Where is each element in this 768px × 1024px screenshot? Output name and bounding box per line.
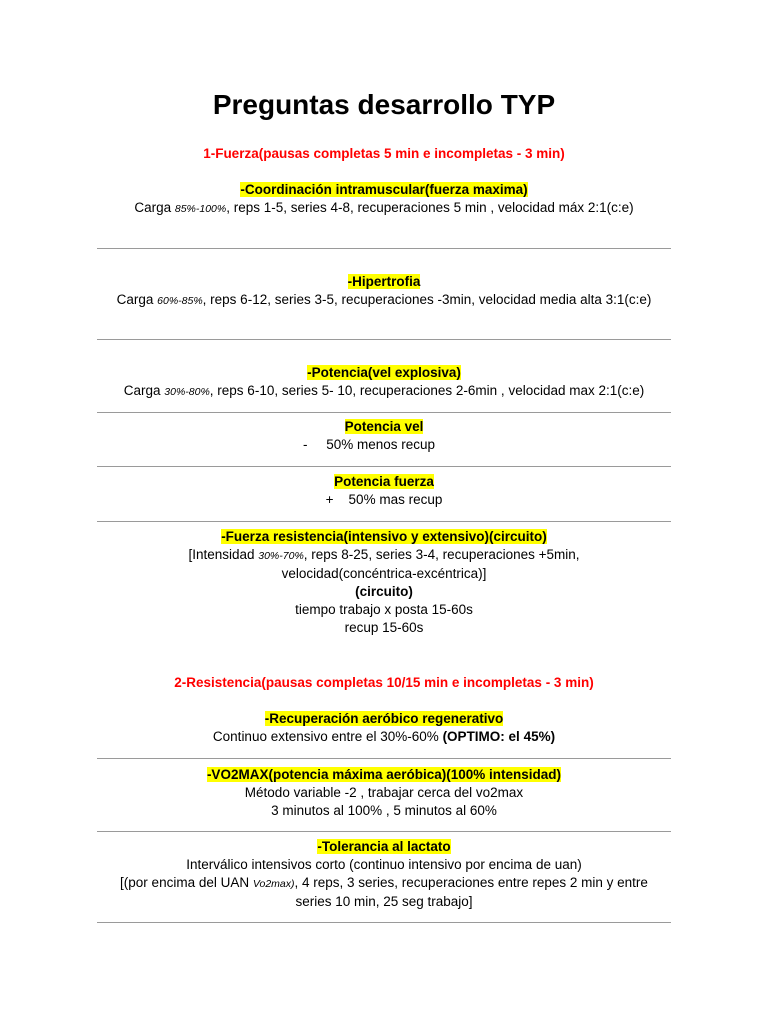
block-recuperacion <box>0 710 768 746</box>
vo2max-line1: Método variable -2 , trabajar cerca del vo2max <box>244 785 524 800</box>
block-tolerancia <box>0 838 768 911</box>
fuerza-resistencia-desc: [Intensidad 30%-70%, reps 8-25, series 3-4, recuperaciones +5min, <box>188 547 580 562</box>
recuperacion-title: -Recuperación aeróbico regenerativo <box>264 711 504 726</box>
tolerancia-line2: [(por encima del UAN Vo2max), 4 reps, 3 series, recuperaciones entre repes 2 min y entre <box>120 875 648 890</box>
potencia-vel-desc: - 50% menos recup <box>302 437 436 452</box>
potencia-fuerza-title: Potencia fuerza <box>334 474 434 489</box>
recuperacion-desc: Continuo extensivo entre el 30%-60% (OPTIMO: el 45%) <box>212 729 556 744</box>
block-hipertrofia <box>0 273 768 310</box>
coordinacion-title: -Coordinación intramuscular(fuerza maxima) <box>240 182 528 197</box>
fuerza-resistencia-title: -Fuerza resistencia(intensivo y extensivo)(circuito) <box>221 529 547 544</box>
vo2max-line2: 3 minutos al 100% , 5 minutos al 60% <box>271 803 497 818</box>
circuito-label: (circuito) <box>355 584 413 599</box>
vo2max-title: -VO2MAX(potencia máxima aeróbica)(100% intensidad) <box>206 767 562 782</box>
fuerza-resistencia-line3: tiempo trabajo x posta 15-60s <box>295 602 473 617</box>
potencia-title: -Potencia(vel explosiva) <box>307 365 461 380</box>
tolerancia-title: -Tolerancia al lactato <box>317 839 451 854</box>
hipertrofia-desc: Carga 60%-85%, reps 6-12, series 3-5, recuperaciones -3min, velocidad media alta 3:1(c:e) <box>116 292 652 307</box>
block-vo2max <box>0 766 768 820</box>
hipertrofia-title: -Hipertrofia <box>347 274 421 289</box>
page-title: Preguntas desarrollo TYP <box>212 89 556 120</box>
divider <box>97 466 671 467</box>
divider <box>97 412 671 413</box>
block-potencia <box>0 364 768 401</box>
section-heading-fuerza: 1-Fuerza(pausas completas 5 min e incompletas - 3 min) <box>203 146 565 161</box>
tolerancia-line1: Interválico intensivos corto (continuo intensivo por encima de uan) <box>186 857 582 872</box>
fuerza-resistencia-line4: recup 15-60s <box>344 620 424 635</box>
potencia-vel-title: Potencia vel <box>344 419 424 434</box>
fuerza-resistencia-line2: velocidad(concéntrica-excéntrica)] <box>281 566 487 581</box>
divider <box>97 922 671 923</box>
tolerancia-line3: series 10 min, 25 seg trabajo] <box>295 894 473 909</box>
block-coordinacion <box>0 181 768 218</box>
block-potencia-fuerza <box>0 473 768 509</box>
section-heading-resistencia: 2-Resistencia(pausas completas 10/15 min e incompletas - 3 min) <box>174 675 594 690</box>
coordinacion-desc: Carga 85%-100%, reps 1-5, series 4-8, recuperaciones 5 min , velocidad máx 2:1(c:e) <box>134 200 634 215</box>
divider <box>97 339 671 340</box>
potencia-desc: Carga 30%-80%, reps 6-10, series 5- 10, recuperaciones 2-6min , velocidad max 2:1(c:e) <box>123 383 645 398</box>
divider <box>97 521 671 522</box>
potencia-fuerza-desc: + 50% mas recup <box>325 492 443 507</box>
block-potencia-vel <box>0 418 768 454</box>
divider <box>97 831 671 832</box>
divider <box>97 248 671 249</box>
block-fuerza-resistencia <box>0 528 768 637</box>
divider <box>97 758 671 759</box>
